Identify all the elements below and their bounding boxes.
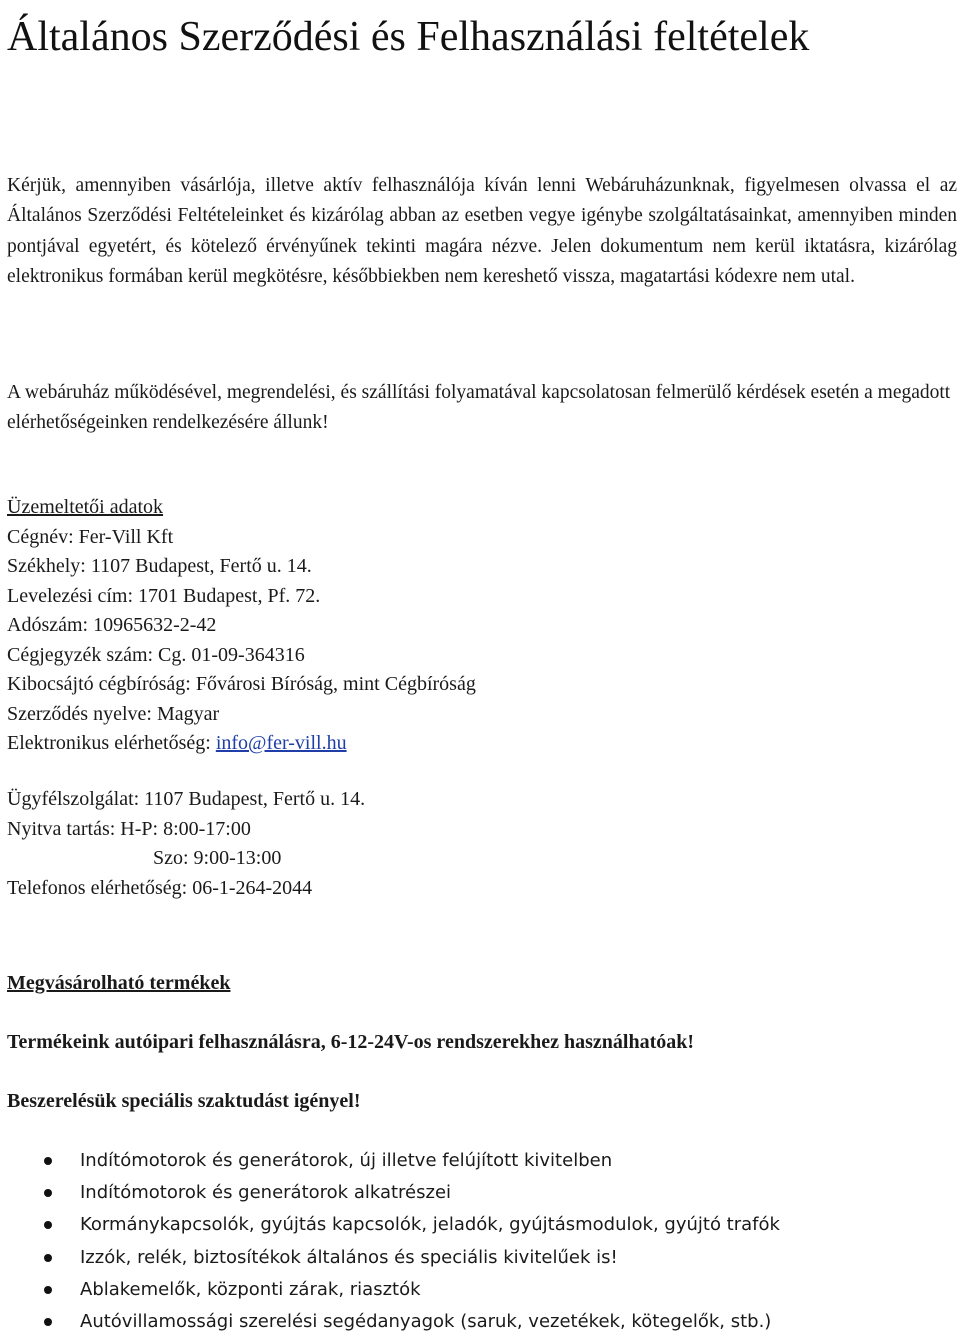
list-item-label: Indítómotorok és generátorok alkatrészei: [80, 1182, 452, 1204]
installation-note: Beszerelésük speciális szaktudást igényel!: [7, 1090, 361, 1112]
headquarters: Székhely: 1107 Budapest, Fertő u. 14.: [7, 555, 312, 577]
email-label: Elektronikus elérhetőség:: [7, 732, 216, 754]
electronic-contact: [7, 729, 957, 759]
list-item: [7, 1274, 780, 1306]
bullet-icon: [44, 1157, 52, 1165]
list-item: [7, 1177, 780, 1209]
list-item-label: Kormánykapcsolók, gyújtás kapcsolók, jeladók, gyújtásmodulok, gyújtó trafók: [80, 1214, 780, 1236]
list-item: [7, 1306, 780, 1338]
list-item: [7, 1209, 780, 1241]
phone-contact: Telefonos elérhetőség: 06-1-264-2044: [7, 876, 313, 899]
customer-service-info: [7, 785, 957, 903]
company-registration-number: Cégjegyzék szám: Cg. 01-09-364316: [7, 643, 305, 666]
registering-court: Kibocsájtó cégbíróság: Fővárosi Bíróság, mint Cégbíróság: [7, 673, 476, 695]
bullet-icon: [44, 1189, 52, 1197]
bullet-icon: [44, 1221, 52, 1229]
intro-paragraph: Kérjük, amennyiben vásárlója, illetve aktív felhasználója kíván lenni Webáruházunknak, figyelmesen olvassa el az Általános Szerződési Feltételeinket és kizárólag abban az esetben vegye igénybe szolgáltatásainkat, amennyiben minden pontjával egyetért, és kötelező érvényűnek tekinti magára nézve. Jelen dokumentum nem kerül iktatásra, kizárólag elektronikus formában kerül megkötésre, későbbiekben nem kereshető vissza, magatartási kódexre nem utal.: [7, 175, 957, 288]
page-title: Általános Szerződési és Felhasználási feltételek: [7, 14, 810, 60]
contact-invitation-paragraph: A webáruház működésével, megrendelési, és szállítási folyamatával kapcsolatosan felmerülő kérdések esetén a megadott elérhetőségeinken rendelkezésére állunk!: [7, 382, 951, 434]
email-link[interactable]: info@fer-vill.hu: [215, 732, 347, 754]
opening-hours-weekday: Nyitva tartás: H-P: 8:00-17:00: [7, 817, 251, 840]
customer-service-address: Ügyfélszolgálat: 1107 Budapest, Fertő u. 14.: [7, 788, 366, 810]
products-usage-note: Termékeink autóipari felhasználásra, 6-12-24V-os rendszerekhez használhatóak!: [7, 1031, 695, 1053]
company-name: Cégnév: Fer-Vill Kft: [7, 525, 174, 548]
list-item: [7, 1145, 780, 1177]
operator-heading: Üzemeltetői adatok: [7, 496, 164, 518]
list-item-label: Ablakemelők, központi zárak, riasztók: [80, 1278, 421, 1300]
list-item-label: Izzók, relék, biztosítékok általános és speciális kivitelűek is!: [80, 1246, 618, 1268]
operator-info: [7, 493, 957, 759]
bullet-icon: [44, 1318, 52, 1326]
tax-number: Adószám: 10965632-2-42: [7, 614, 217, 636]
opening-hours-saturday: Szo: 9:00-13:00: [153, 847, 282, 869]
list-item: [7, 1242, 780, 1274]
products-heading: Megvásárolható termékek: [7, 972, 231, 994]
mailing-address: Levelezési cím: 1701 Budapest, Pf. 72.: [7, 584, 321, 607]
product-list: [7, 1145, 780, 1338]
list-item-label: Indítómotorok és generátorok, új illetve felújított kivitelben: [80, 1150, 613, 1171]
list-item-label: Autóvillamossági szerelési segédanyagok (saruk, vezetékek, kötegelők, stb.): [80, 1311, 772, 1333]
contract-language: Szerződés nyelve: Magyar: [7, 702, 220, 725]
bullet-icon: [44, 1286, 52, 1294]
bullet-icon: [44, 1254, 52, 1262]
